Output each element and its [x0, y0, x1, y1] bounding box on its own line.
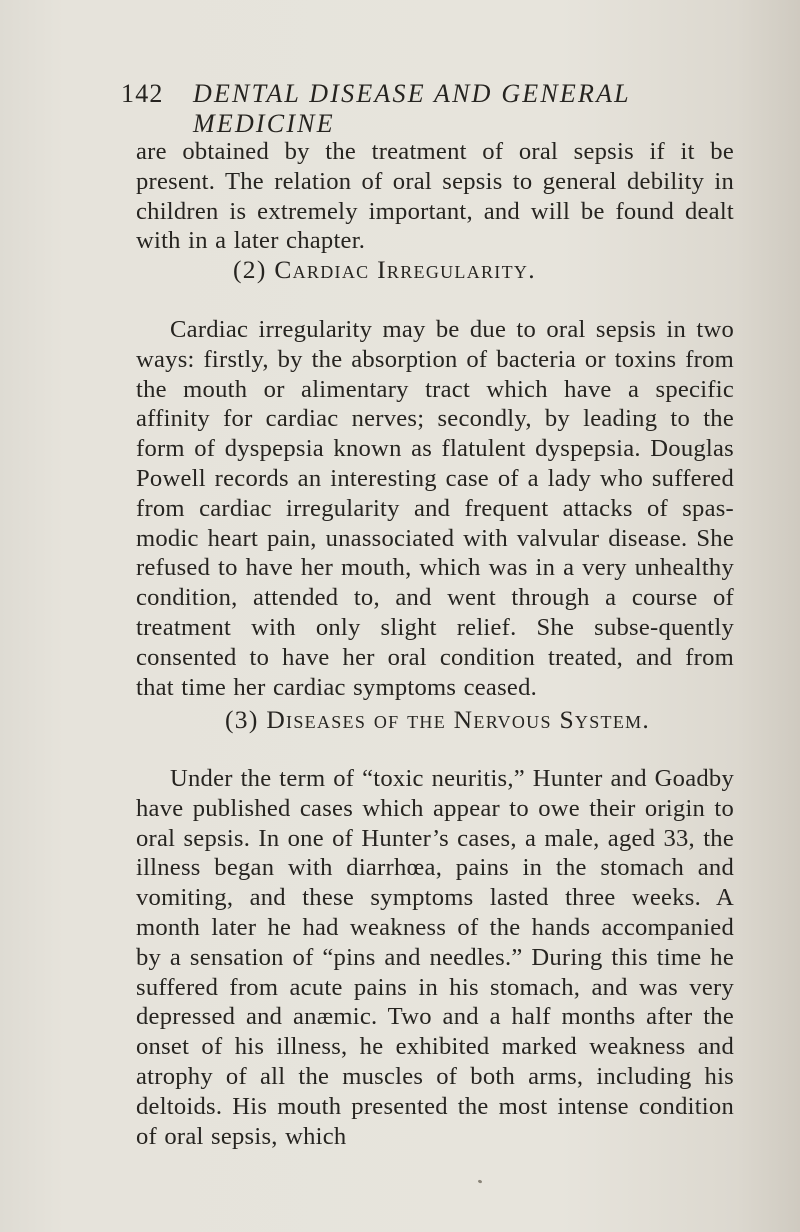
paragraph-cardiac-block	[136, 315, 734, 702]
running-title: DENTAL DISEASE AND GENERAL MEDICINE	[193, 79, 631, 138]
paragraph-continuation	[136, 137, 734, 256]
section-title-cardiac: Cardiac Irregularity.	[274, 255, 536, 284]
section-number-2: (2)	[233, 255, 267, 284]
ink-speck-mark	[478, 1179, 483, 1183]
section-heading-cardiac	[233, 255, 536, 285]
paragraph-3: Under the term of “toxic neuritis,” Hunter and Goadby have published cases which appear to owe their origin to oral sepsis. In one of Hunter’s cases, a male, aged 33, the illness began with diarrhœa, pains in the stomach and vomiting, and these symptoms lasted three weeks. A month later he had weakness of the hands accompanied by a sensation of “pins and needles.” During this time he suffered from acute pains in his stomach, and was very depressed and anæmic. Two and a half months after the onset of his illness, he exhibited marked weakness and atrophy of all the muscles of both arms, including his deltoids. His mouth presented the most intense condition of oral sepsis, which	[136, 765, 734, 1150]
paragraph-2: Cardiac irregularity may be due to oral sepsis in two ways: firstly, by the absorption of bacteria or toxins from the mouth or alimentary tract which have a specific affinity for cardiac nerves; secondly, by leading to the form of dyspepsia known as flatulent dyspepsia. Douglas Powell records an interesting case of a lady who suffered from cardiac irregularity and frequent attacks of spas-modic heart pain, unassociated with valvular disease. She refused to have her mouth, which was in a very unhealthy condition, attended to, and went through a course of treatment with only slight relief. She subse-quently consented to have her oral condition treated, and from that time her cardiac symptoms ceased.	[136, 316, 734, 701]
paragraph-nervous-block	[136, 764, 734, 1151]
page-header	[121, 79, 721, 138]
page-number: 142	[121, 79, 164, 108]
section-heading-nervous	[225, 705, 650, 735]
section-number-3: (3)	[225, 705, 259, 734]
paragraph-1: are obtained by the treatment of oral sepsis if it be present. The relation of oral sepsis to general debility in children is extremely important, and will be found dealt with in a later chapter.	[136, 138, 734, 255]
section-title-nervous: Diseases of the Nervous System.	[266, 705, 651, 734]
